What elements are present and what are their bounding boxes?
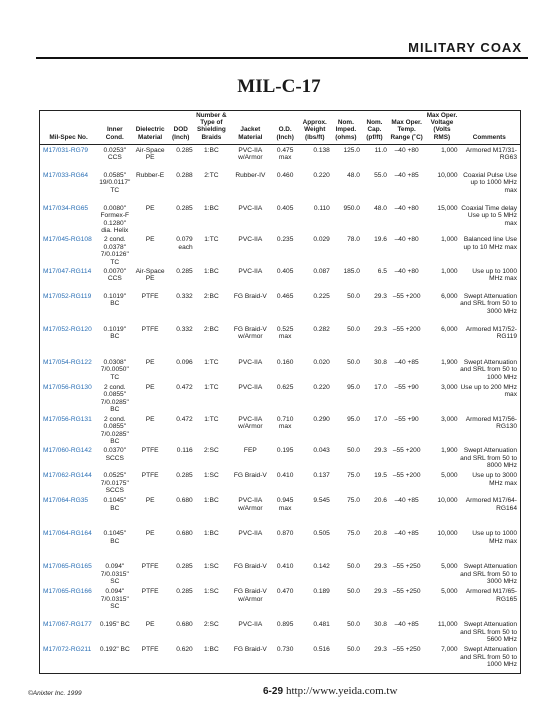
cell-volt: 1,000 xyxy=(441,146,458,154)
cell-dod: 0.288 xyxy=(176,171,193,179)
cell-braids: 1:SC xyxy=(204,472,219,480)
cell-od: 0.475 max xyxy=(276,146,294,162)
cell-dod: 0.680 xyxy=(176,497,193,505)
cell-od: 0.405 xyxy=(276,268,294,276)
cell-dod: 0.472 xyxy=(176,415,193,423)
cell-dod: 0.285 xyxy=(176,146,193,154)
cell-temp: –55 +90 xyxy=(394,415,419,423)
cell-spec: M17/060-RG142 xyxy=(43,447,92,455)
cell-cap: 29.3 xyxy=(374,646,387,654)
cell-braids: 2:BC xyxy=(204,326,219,334)
cell-comments: Use up to 1000 MHz max xyxy=(472,268,517,283)
table-row xyxy=(40,495,520,528)
cell-diel: PE xyxy=(145,621,155,629)
col-header: Dielectric Material xyxy=(132,111,167,144)
table-row xyxy=(40,144,520,170)
cell-braids: 1:TC xyxy=(204,236,219,244)
cell-cap: 17.0 xyxy=(374,415,387,423)
cell-od: 0.195 xyxy=(276,447,294,455)
cell-temp: –40 +85 xyxy=(394,621,419,629)
cell-spec: M17/064-RG164 xyxy=(43,530,92,538)
cell-comments: Swept Attenuation and SRL from 50 to 1000 MHz xyxy=(460,646,517,669)
cell-cap: 30.8 xyxy=(374,621,387,629)
cell-braids: 1:TC xyxy=(204,384,219,392)
cell-comments: Armored M17/65-RG165 xyxy=(465,588,517,603)
cell-jacket: PVC-IIA xyxy=(238,384,263,392)
cell-temp: –40 +80 xyxy=(394,268,419,276)
cell-braids: 1:SC xyxy=(204,588,219,596)
cell-weight: 0.282 xyxy=(313,326,330,334)
cell-spec: M17/052-RG120 xyxy=(43,326,92,334)
cell-temp: –40 +80 xyxy=(394,204,419,212)
cell-cond: 0.0370" SCCS xyxy=(103,447,127,462)
cell-dod: 0.472 xyxy=(176,384,193,392)
table-row xyxy=(40,170,520,203)
cell-jacket: FG Braid-V xyxy=(233,563,267,571)
cell-temp: –55 +250 xyxy=(392,563,421,571)
cell-imped: 75.0 xyxy=(347,530,360,538)
cell-comments: Swept Attenuation and SRL from 50 to 3000 MHz xyxy=(460,293,517,315)
cell-od: 0.895 xyxy=(276,621,294,629)
cell-temp: –40 +85 xyxy=(394,497,419,505)
cell-cap: 29.3 xyxy=(374,447,387,455)
cell-weight: 0.505 xyxy=(313,530,330,538)
table-row xyxy=(40,470,520,495)
cell-imped: 185.0 xyxy=(343,268,360,276)
cell-cond: 0.1019" BC xyxy=(103,293,127,308)
cell-volt: 10,000 xyxy=(437,171,458,179)
cell-cond: 0.094" 7/0.0315" SC xyxy=(100,563,129,586)
cell-od: 0.525 max xyxy=(276,326,294,341)
table-row xyxy=(40,266,520,291)
col-header: O.D. (Inch) xyxy=(272,111,299,144)
cell-comments: Swept Attenuation and SRL from 50 to 8000 MHz xyxy=(460,447,517,470)
table-row xyxy=(40,382,520,414)
cell-volt: 6,000 xyxy=(441,326,458,334)
cell-volt: 1,900 xyxy=(441,359,458,367)
cell-cond: 0.0585" 19/0.0117" TC xyxy=(99,171,131,194)
cell-jacket: FEP xyxy=(243,447,257,455)
cell-weight: 9.545 xyxy=(313,497,330,505)
cell-volt: 1,000 xyxy=(441,236,458,244)
cell-volt: 5,000 xyxy=(441,563,458,571)
cell-diel: Air-Space PE xyxy=(135,268,165,283)
cell-weight: 0.020 xyxy=(313,359,330,367)
cell-cap: 30.8 xyxy=(374,359,387,367)
cell-imped: 50.0 xyxy=(347,621,360,629)
cell-comments: Armored M17/56-RG130 xyxy=(465,415,517,431)
cell-weight: 0.043 xyxy=(313,447,330,455)
cell-temp: –55 +200 xyxy=(392,293,421,301)
cell-od: 0.465 xyxy=(276,293,294,301)
cell-od: 0.470 xyxy=(276,588,294,596)
cell-cap: 29.3 xyxy=(374,326,387,334)
cell-cond: 0.0253" CCS xyxy=(103,146,127,162)
cell-temp: –40 +80 xyxy=(394,146,419,154)
cell-spec: M17/052-RG119 xyxy=(43,293,92,301)
table-row xyxy=(40,445,520,470)
cell-cond: 0.1045" BC xyxy=(103,530,127,545)
cell-volt: 1,000 xyxy=(441,268,458,276)
cell-imped: 75.0 xyxy=(347,497,360,505)
table-row xyxy=(40,414,520,446)
cell-weight: 0.029 xyxy=(313,236,330,244)
cell-jacket: PVC-IIA xyxy=(238,236,263,244)
spec-table xyxy=(40,111,520,669)
cell-diel: PTFE xyxy=(141,563,159,571)
cell-imped: 50.0 xyxy=(347,563,360,571)
cell-cap: 29.3 xyxy=(374,563,387,571)
cell-spec: M17/034-RG65 xyxy=(43,204,89,212)
cell-dod: 0.096 xyxy=(176,359,193,367)
cell-volt: 10,000 xyxy=(437,497,458,505)
cell-temp: –55 +250 xyxy=(392,588,421,596)
cell-spec: M17/065-RG165 xyxy=(43,563,92,571)
table-row xyxy=(40,357,520,382)
cell-braids: 1:BC xyxy=(204,268,219,276)
cell-cap: 20.6 xyxy=(374,497,387,505)
cell-jacket: PVC-IIA w/Armor xyxy=(238,415,263,431)
col-header: Max Oper. Voltage (Volts RMS) xyxy=(425,111,458,144)
col-header: Nom. Cap. (pf/ft) xyxy=(361,111,388,144)
cell-volt: 7,000 xyxy=(441,646,458,654)
cell-braids: 2:TC xyxy=(204,171,219,179)
cell-braids: 1:TC xyxy=(204,359,219,367)
cell-volt: 11,000 xyxy=(437,621,458,629)
cell-temp: –40 +85 xyxy=(394,530,419,538)
cell-braids: 1:BC xyxy=(204,204,219,212)
cell-volt: 3,000 xyxy=(441,415,458,423)
cell-cap: 17.0 xyxy=(374,384,387,392)
table-header-row xyxy=(40,111,520,144)
cell-temp: –55 +200 xyxy=(392,447,421,455)
cell-diel: PE xyxy=(145,204,155,212)
cell-od: 0.235 xyxy=(276,236,294,244)
col-header: Max Oper. Temp. Range (˚C) xyxy=(388,111,425,144)
cell-jacket: PVC-IIA xyxy=(238,204,263,212)
cell-dod: 0.332 xyxy=(176,326,193,334)
cell-od: 0.410 xyxy=(276,563,294,571)
cell-weight: 0.137 xyxy=(313,472,330,480)
cell-jacket: Rubber-IV xyxy=(235,171,266,179)
cell-imped: 950.0 xyxy=(343,204,360,212)
cell-temp: –40 +80 xyxy=(394,236,419,244)
cell-imped: 50.0 xyxy=(347,326,360,334)
cell-od: 0.160 xyxy=(276,359,294,367)
cell-jacket: FG Braid-V xyxy=(233,472,267,480)
cell-comments: Use up to 3000 MHz max xyxy=(472,472,517,487)
cell-jacket: FG Braid-V w/Armor xyxy=(233,588,267,603)
cell-cond: 0.195" BC xyxy=(99,621,130,629)
cell-cond: 0.0308" 7/0.0050" TC xyxy=(100,359,129,381)
cell-diel: PTFE xyxy=(141,472,159,480)
cell-imped: 78.0 xyxy=(347,236,360,244)
page-number: 6-29 xyxy=(263,686,284,697)
cell-imped: 50.0 xyxy=(347,588,360,596)
cell-cond: 0.192" BC xyxy=(99,646,130,654)
cell-comments: Armored M17/64-RG164 xyxy=(465,497,517,512)
table-row xyxy=(40,291,520,324)
cell-cap: 48.0 xyxy=(374,204,387,212)
cell-braids: 1:BC xyxy=(204,146,219,154)
cell-diel: Rubber-E xyxy=(135,171,165,179)
cell-imped: 50.0 xyxy=(347,646,360,654)
cell-weight: 0.220 xyxy=(313,384,330,392)
cell-diel: PTFE xyxy=(141,646,159,654)
cell-dod: 0.680 xyxy=(176,530,193,538)
cell-imped: 125.0 xyxy=(343,146,360,154)
cell-spec: M17/031-RG79 xyxy=(43,146,89,154)
cell-jacket: PVC-IIA xyxy=(238,530,263,538)
col-header: Comments xyxy=(459,111,520,144)
cell-cap: 6.5 xyxy=(377,268,387,276)
cell-spec: M17/056-RG131 xyxy=(43,415,92,423)
cell-braids: 2:SC xyxy=(204,447,219,455)
cell-jacket: FG Braid-V xyxy=(233,293,267,301)
cell-dod: 0.680 xyxy=(176,621,193,629)
cell-spec: M17/067-RG177 xyxy=(43,621,92,629)
cell-comments: Use up to 200 MHz max xyxy=(460,384,517,399)
cell-od: 0.625 xyxy=(276,384,294,392)
cell-cap: 20.8 xyxy=(374,530,387,538)
cell-dod: 0.285 xyxy=(176,204,193,212)
header-rule xyxy=(36,57,528,59)
cell-braids: 1:BC xyxy=(204,530,219,538)
cell-spec: M17/062-RG144 xyxy=(43,472,92,480)
table-row xyxy=(40,324,520,357)
cell-weight: 0.481 xyxy=(313,621,330,629)
col-header: DOD (Inch) xyxy=(168,111,194,144)
cell-diel: PTFE xyxy=(141,293,159,301)
cell-dod: 0.620 xyxy=(176,646,193,654)
cell-cap: 11.0 xyxy=(374,146,387,154)
col-header: Jacket Material xyxy=(229,111,272,144)
table-row xyxy=(40,234,520,266)
cell-dod: 0.332 xyxy=(176,293,193,301)
cell-od: 0.945 max xyxy=(276,497,294,512)
cell-braids: 2:SC xyxy=(204,621,219,629)
cell-cap: 29.3 xyxy=(374,588,387,596)
cell-imped: 50.0 xyxy=(347,359,360,367)
table-row xyxy=(40,203,520,235)
cell-volt: 3,000 xyxy=(441,384,458,392)
cell-jacket: FG Braid-V w/Armor xyxy=(233,326,267,341)
cell-diel: PE xyxy=(145,497,155,505)
cell-diel: PTFE xyxy=(141,588,159,596)
cell-comments: Swept Attenuation and SRL from 50 to 1000 MHz xyxy=(460,359,517,381)
cell-imped: 95.0 xyxy=(347,384,360,392)
cell-volt: 5,000 xyxy=(441,588,458,596)
cell-cap: 19.5 xyxy=(374,472,387,480)
cell-braids: 1:BC xyxy=(204,497,219,505)
cell-braids: 1:TC xyxy=(204,415,219,423)
cell-imped: 48.0 xyxy=(347,171,360,179)
page-header xyxy=(0,0,558,62)
cell-cond: 2 cond. 0.0855" 7/0.0285" BC xyxy=(100,384,129,414)
cell-weight: 0.189 xyxy=(313,588,330,596)
cell-cap: 29.3 xyxy=(374,293,387,301)
cell-comments: Coaxial Pulse Use up to 1000 MHz max xyxy=(463,171,517,194)
cell-volt: 10,000 xyxy=(437,530,458,538)
table-row xyxy=(40,619,520,644)
cell-dod: 0.285 xyxy=(176,563,193,571)
cell-cap: 19.6 xyxy=(374,236,387,244)
cell-od: 0.710 max xyxy=(276,415,294,431)
cell-comments: Coaxial Time delay Use up to 5 MHz max xyxy=(461,204,517,227)
section-brand-title: MILITARY COAX xyxy=(408,40,522,55)
col-header: Nom. Imped. (ohms) xyxy=(331,111,361,144)
cell-weight: 0.138 xyxy=(313,146,330,154)
cell-braids: 1:SC xyxy=(204,563,219,571)
cell-temp: –55 +200 xyxy=(392,326,421,334)
cell-dod: 0.285 xyxy=(176,472,193,480)
cell-imped: 95.0 xyxy=(347,415,360,423)
cell-cond: 2 cond. 0.0855" 7/0.0285" BC xyxy=(100,415,129,445)
cell-cond: 0.1045" BC xyxy=(103,497,127,512)
cell-imped: 50.0 xyxy=(347,293,360,301)
cell-diel: PTFE xyxy=(141,447,159,455)
cell-diel: PE xyxy=(145,236,155,244)
table-body xyxy=(40,144,520,669)
cell-weight: 0.087 xyxy=(313,268,330,276)
cell-volt: 6,000 xyxy=(441,293,458,301)
cell-spec: M17/065-RG166 xyxy=(43,588,92,596)
cell-od: 0.730 xyxy=(276,646,294,654)
cell-dod: 0.116 xyxy=(176,447,193,455)
cell-diel: PE xyxy=(145,384,155,392)
table-row xyxy=(40,561,520,586)
cell-diel: Air-Space PE xyxy=(135,146,165,162)
cell-spec: M17/072-RG211 xyxy=(43,646,92,654)
website-url: http://www.yeida.com.tw xyxy=(286,685,398,697)
cell-diel: PE xyxy=(145,415,155,423)
cell-dod: 0.285 xyxy=(176,268,193,276)
cell-weight: 0.516 xyxy=(313,646,330,654)
cell-imped: 75.0 xyxy=(347,472,360,480)
cell-temp: –55 +90 xyxy=(394,384,419,392)
copyright-text: ©Anixter Inc. 1999 xyxy=(28,690,82,697)
cell-weight: 0.142 xyxy=(313,563,330,571)
table-row xyxy=(40,528,520,561)
cell-jacket: FG Braid-V xyxy=(233,646,267,654)
cell-od: 0.870 xyxy=(276,530,294,538)
cell-dod: 0.079 each xyxy=(176,236,193,251)
cell-od: 0.405 xyxy=(276,204,294,212)
cell-temp: –55 +200 xyxy=(392,472,421,480)
cell-cond: 0.1019" BC xyxy=(103,326,127,341)
cell-weight: 0.290 xyxy=(313,415,330,423)
cell-cond: 0.094" 7/0.0315" SC xyxy=(100,588,129,611)
cell-od: 0.460 xyxy=(276,171,294,179)
cell-braids: 2:BC xyxy=(204,293,219,301)
cell-imped: 50.0 xyxy=(347,447,360,455)
cell-jacket: PVC-IIA xyxy=(238,359,263,367)
spec-table-frame xyxy=(39,110,521,674)
cell-temp: –40 +85 xyxy=(394,171,419,179)
cell-cond: 0.0525" 7/0.0175" SCCS xyxy=(100,472,129,495)
cell-jacket: PVC-IIA xyxy=(238,268,263,276)
cell-cond: 2 cond. 0.0378" 7/0.0126" TC xyxy=(100,236,129,266)
cell-od: 0.410 xyxy=(276,472,294,480)
cell-dod: 0.285 xyxy=(176,588,193,596)
cell-jacket: PVC-IIA w/Armor xyxy=(238,497,263,512)
cell-diel: PTFE xyxy=(141,326,159,334)
cell-temp: –55 +250 xyxy=(392,646,421,654)
cell-volt: 15,000 xyxy=(437,204,458,212)
cell-volt: 5,000 xyxy=(441,472,458,480)
cell-comments: Swept Attenuation and SRL from 50 to 5600 MHz xyxy=(460,621,517,644)
cell-weight: 0.225 xyxy=(313,293,330,301)
cell-comments: Armored M17/52-RG119 xyxy=(465,326,517,341)
cell-cond: 0.0070" CCS xyxy=(103,268,127,283)
cell-jacket: PVC-IIA xyxy=(238,621,263,629)
cell-weight: 0.220 xyxy=(313,171,330,179)
cell-cap: 55.0 xyxy=(374,171,387,179)
cell-jacket: PVC-IIA w/Armor xyxy=(238,146,263,162)
cell-braids: 1:BC xyxy=(204,646,219,654)
cell-spec: M17/064-RG35 xyxy=(43,497,89,505)
col-header: Approx. Weight (lbs/ft) xyxy=(299,111,331,144)
col-header: Mil-Spec No. xyxy=(40,111,97,144)
cell-comments: Swept Attenuation and SRL from 50 to 3000 MHz xyxy=(460,563,517,586)
cell-spec: M17/047-RG114 xyxy=(43,268,92,276)
cell-cond: 0.0080" Formex-F 0.1280" dia. Helix xyxy=(100,204,130,235)
cell-weight: 0.110 xyxy=(313,204,330,212)
cell-spec: M17/056-RG130 xyxy=(43,384,92,392)
cell-volt: 1,900 xyxy=(441,447,458,455)
table-row xyxy=(40,586,520,619)
col-header: Number & Type of Shielding Braids xyxy=(194,111,229,144)
cell-spec: M17/033-RG64 xyxy=(43,171,89,179)
cell-diel: PE xyxy=(145,359,155,367)
cell-spec: M17/045-RG108 xyxy=(43,236,92,244)
col-header: Inner Cond. xyxy=(97,111,132,144)
cell-comments: Balanced line Use up to 10 MHz max xyxy=(463,236,517,251)
cell-spec: M17/054-RG122 xyxy=(43,359,92,367)
cell-comments: Armored M17/31-RG63 xyxy=(465,146,517,162)
page-title: MIL-C-17 xyxy=(237,76,321,97)
cell-comments: Use up to 1000 MHz max xyxy=(472,530,517,545)
cell-temp: –40 +85 xyxy=(394,359,419,367)
table-row xyxy=(40,644,520,669)
cell-diel: PE xyxy=(145,530,155,538)
